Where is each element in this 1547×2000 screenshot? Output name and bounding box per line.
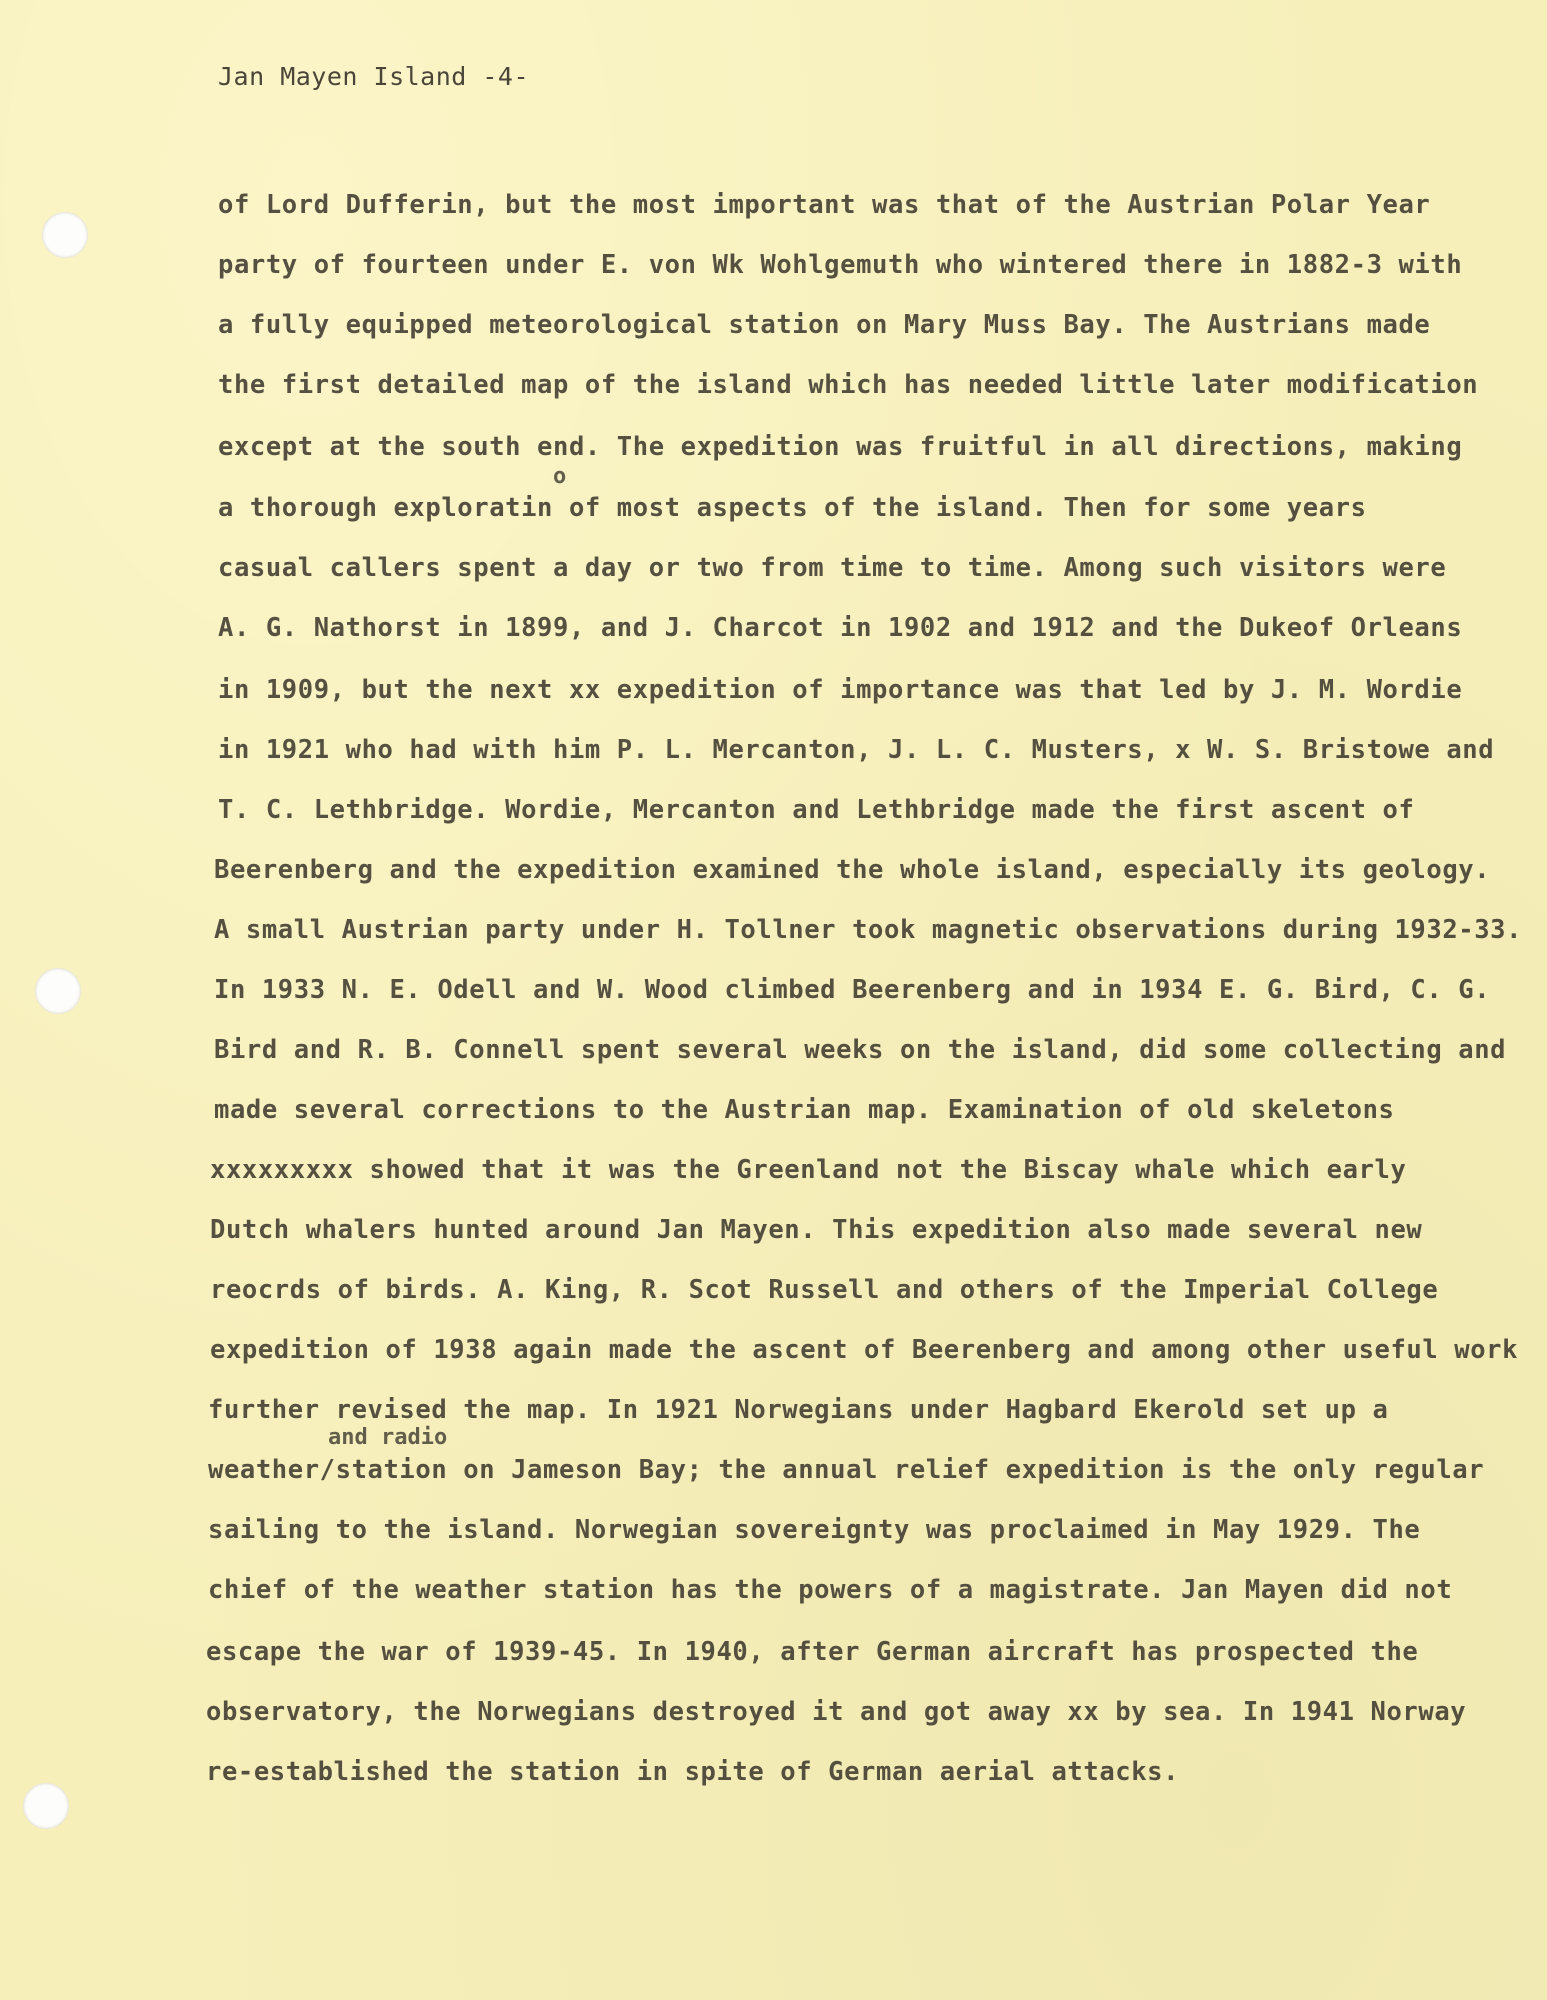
- text-line-3: a fully equipped meteorological station on Mary Muss Bay. The Austrians made: [218, 310, 1431, 340]
- text-line-14: In 1933 N. E. Odell and W. Wood climbed Beerenberg and in 1934 E. G. Bird, C. G.: [214, 975, 1491, 1005]
- text-line-24: chief of the weather station has the powers of a magistrate. Jan Mayen did not: [208, 1575, 1453, 1605]
- text-line-15: Bird and R. B. Connell spent several weeks on the island, did some collecting and: [214, 1035, 1507, 1065]
- text-line-12: Beerenberg and the expedition examined the whole island, especially its geology.: [214, 855, 1491, 885]
- text-line-21: further revised the map. In 1921 Norwegians under Hagbard Ekerold set up a: [208, 1395, 1389, 1425]
- handwritten-insert-o: o: [553, 464, 567, 489]
- text-line-6: a thorough exploratin of most aspects of the island. Then for some years: [218, 493, 1367, 523]
- text-line-4: the first detailed map of the island which has needed little later modification: [218, 370, 1479, 400]
- text-line-5: except at the south end. The expedition was fruitful in all directions, making: [218, 432, 1463, 462]
- text-line-27: re-established the station in spite of German aerial attacks.: [206, 1757, 1180, 1787]
- text-line-1: of Lord Dufferin, but the most important was that of the Austrian Polar Year: [218, 190, 1431, 220]
- text-line-17: xxxxxxxxx showed that it was the Greenland not the Biscay whale which early: [210, 1155, 1407, 1185]
- text-line-11: T. C. Lethbridge. Wordie, Mercanton and Lethbridge made the first ascent of: [218, 795, 1415, 825]
- punch-hole-middle: [35, 968, 81, 1014]
- text-line-2: party of fourteen under E. von Wk Wohlgemuth who wintered there in 1882-3 with: [218, 250, 1463, 280]
- text-line-22: weather/station on Jameson Bay; the annual relief expedition is the only regular: [208, 1455, 1485, 1485]
- punch-hole-bottom: [23, 1783, 69, 1829]
- text-line-26: observatory, the Norwegians destroyed it and got away xx by sea. In 1941 Norway: [206, 1697, 1467, 1727]
- text-line-16: made several corrections to the Austrian map. Examination of old skeletons: [214, 1095, 1395, 1125]
- text-line-10: in 1921 who had with him P. L. Mercanton, J. L. C. Musters, x W. S. Bristowe and: [218, 735, 1495, 765]
- text-line-23: sailing to the island. Norwegian sovereignty was proclaimed in May 1929. The: [208, 1515, 1421, 1545]
- text-line-9: in 1909, but the next xx expedition of importance was that led by J. M. Wordie: [218, 675, 1463, 705]
- handwritten-insert-and-radio: and radio: [328, 1425, 448, 1450]
- text-line-19: reocrds of birds. A. King, R. Scot Russell and others of the Imperial College: [210, 1275, 1439, 1305]
- text-line-20: expedition of 1938 again made the ascent of Beerenberg and among other useful work: [210, 1335, 1519, 1365]
- page-header: Jan Mayen Island -4-: [218, 62, 530, 91]
- text-line-13: A small Austrian party under H. Tollner took magnetic observations during 1932-33.: [214, 915, 1523, 945]
- text-line-18: Dutch whalers hunted around Jan Mayen. This expedition also made several new: [210, 1215, 1423, 1245]
- punch-hole-top: [42, 212, 88, 258]
- text-line-8: A. G. Nathorst in 1899, and J. Charcot in 1902 and 1912 and the Dukeof Orleans: [218, 613, 1463, 643]
- text-line-7: casual callers spent a day or two from time to time. Among such visitors were: [218, 553, 1447, 583]
- text-line-25: escape the war of 1939-45. In 1940, after German aircraft has prospected the: [206, 1637, 1419, 1667]
